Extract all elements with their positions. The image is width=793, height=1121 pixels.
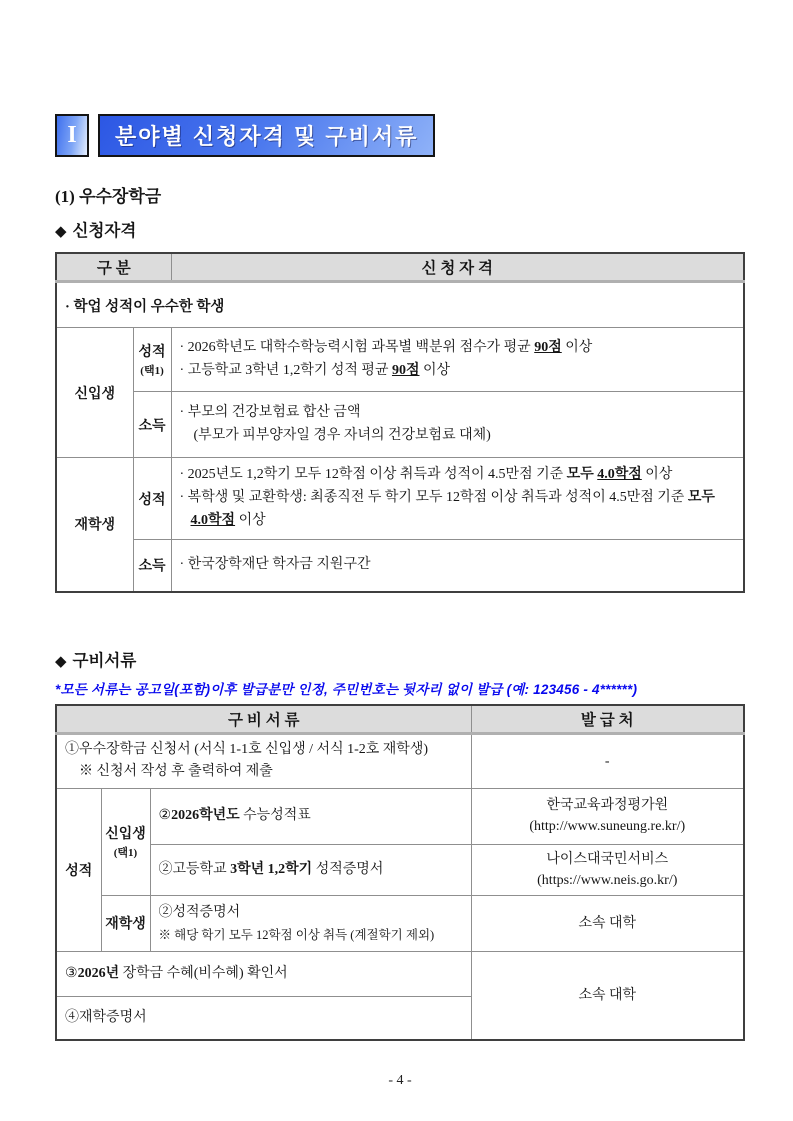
text-segment: ①우수장학금 신청서 (서식 1-1호 신입생 / 서식 1-2호 재학생) [65, 741, 429, 757]
text-segment: ② [158, 808, 172, 823]
documents-heading-label: 구비서류 [72, 650, 137, 670]
text-segment: 2026년 [77, 965, 120, 981]
category-cell-enrolled: 재학생 [56, 458, 133, 592]
issuer-cell: - [471, 733, 744, 788]
subcategory-label: 신입생 [105, 827, 146, 843]
table-row [56, 895, 744, 951]
qualification-table-header-row [56, 253, 744, 282]
text-segment: 2026학년도 [171, 808, 240, 823]
table-row [56, 328, 744, 392]
section-title-banner: 분야별 신청자격 및 구비서류 [98, 114, 435, 157]
criteria-cell [171, 458, 744, 540]
qualification-heading [55, 217, 745, 241]
diamond-icon: ◆ [55, 653, 67, 670]
text-segment: · 2025년도 1,2학기 모두 12학점 이상 취득과 성적이 4.5만점 기준 [179, 467, 567, 483]
text-segment: (부모가 피부양자일 경우 자녀의 건강보험료 대체) [193, 427, 491, 443]
table-row [56, 844, 744, 895]
criteria-line [180, 464, 735, 487]
document-line [159, 805, 463, 828]
header-cell-documents: 구 비 서 류 [56, 705, 471, 734]
subcategory-cell-grade: 성적 [133, 458, 171, 540]
text-segment: ②고등학교 [158, 861, 231, 877]
text-segment: · 고등학교 3학년 1,2학기 성적 평균 [179, 362, 392, 378]
text-segment: ※ 신청서 작성 후 출력하여 제출 [79, 764, 273, 780]
scholarship-heading: (1) 우수장학금 [55, 187, 162, 206]
subcategory-cell-income: 소득 [133, 540, 171, 592]
text-segment: 이상 [235, 512, 266, 528]
subcategory-label: 성적 [138, 345, 166, 360]
criteria-line [180, 337, 735, 360]
criteria-cell [171, 328, 744, 392]
issuer-cell: 소속 대학 [471, 951, 744, 1040]
issuer-cell [471, 788, 744, 844]
documents-table [55, 704, 745, 1042]
text-segment: ④재학증명서 [65, 1009, 147, 1025]
criteria-cell [171, 540, 744, 592]
criteria-line [180, 360, 735, 383]
subcategory-cell-grade [133, 328, 171, 392]
text-segment: ②성적증명서 [158, 904, 241, 920]
table-row [56, 733, 744, 788]
table-row [56, 540, 744, 592]
text-segment: 90점 [534, 339, 562, 355]
subcategory-cell-freshman [101, 788, 150, 895]
category-cell-grade: 성적 [56, 788, 101, 951]
text-segment: 성적증명서 [312, 861, 384, 877]
document-cell-highschool [150, 844, 471, 895]
criteria-line [180, 425, 735, 448]
table-row [56, 282, 744, 328]
text-segment: · 부모의 건강보험료 합산 금액 [179, 404, 361, 420]
subcategory-cell-enrolled: 재학생 [101, 895, 150, 951]
subcategory-cell-income: 소득 [133, 392, 171, 458]
document-line [159, 925, 463, 945]
text-segment: 이상 [561, 339, 593, 355]
issuer-cell [471, 844, 744, 895]
document-cell-application [56, 733, 471, 788]
page-number: - 4 - [388, 1073, 412, 1089]
header-cell-issuer: 발 급 처 [471, 705, 744, 734]
section-banner-row [55, 114, 745, 157]
document-line [159, 902, 463, 925]
documents-table-header-row [56, 705, 744, 734]
text-segment: 이상 [641, 467, 673, 483]
text-segment: · 한국장학재단 학자금 지원구간 [179, 556, 371, 572]
section-roman-numeral-box: I [55, 114, 89, 157]
text-segment: · 복학생 및 교환학생: 최종직전 두 학기 모두 12학점 이상 취득과 성적이 4.5만점 기준 [179, 490, 688, 506]
document-line [65, 761, 463, 784]
document-cell-enrollcert [56, 996, 471, 1040]
qualification-heading-label: 신청자격 [72, 221, 137, 240]
header-cell-category: 구 분 [56, 253, 171, 282]
document-line [159, 859, 463, 882]
document-line [65, 739, 463, 762]
documents-heading [55, 647, 745, 671]
issuer-url: (https://www.neis.go.kr/) [537, 872, 678, 888]
documents-notice: *모든 서류는 공고일(포함)이후 발급분만 인정, 주민번호는 뒷자리 없이 발급 (예: 123456 - 4******) [55, 681, 638, 697]
text-segment: 장학금 수혜(비수혜) 확인서 [119, 965, 288, 981]
text-segment: ③ [65, 965, 78, 981]
subcategory-note: (택1) [113, 847, 138, 860]
text-segment: 4.0학점 [597, 467, 642, 483]
criteria-cell [171, 392, 744, 458]
document-cell-transcript [150, 895, 471, 951]
issuer-cell: 소속 대학 [471, 895, 744, 951]
table-row [56, 392, 744, 458]
subcategory-note: (택1) [140, 365, 164, 377]
text-segment: ※ 해당 학기 모두 12학점 이상 취득 (계절학기 제외) [158, 927, 435, 942]
table-row [56, 788, 744, 844]
criteria-line [180, 554, 735, 577]
text-segment: 90점 [391, 362, 420, 378]
qualification-table [55, 252, 745, 593]
issuer-url: (http://www.suneung.re.kr/) [529, 819, 686, 835]
text-segment: 4.0학점 [190, 512, 236, 528]
category-cell-freshman: 신입생 [56, 328, 133, 458]
document-cell-csat [150, 788, 471, 844]
table-row [56, 458, 744, 540]
diamond-icon: ◆ [55, 224, 67, 240]
document-line [65, 1007, 463, 1030]
issuer-name: 나이스대국민서비스 [546, 851, 669, 867]
intro-cell: · 학업 성적이 우수한 학생 [56, 282, 744, 328]
text-segment: 모두 [687, 490, 715, 506]
text-segment: 수능성적표 [239, 808, 311, 823]
text-segment: 3학년 1,2학기 [230, 861, 313, 877]
table-row [56, 951, 744, 996]
criteria-line [180, 402, 735, 425]
document-line [65, 963, 463, 986]
document-cell-award [56, 951, 471, 996]
header-cell-qualification: 신 청 자 격 [171, 253, 744, 282]
text-segment: · 2026학년도 대학수학능력시험 과목별 백분위 점수가 평균 [179, 339, 535, 355]
text-segment: 이상 [419, 362, 451, 378]
issuer-name: 한국교육과정평가원 [546, 798, 669, 814]
text-segment: 모두 [566, 467, 598, 483]
criteria-line [180, 487, 735, 532]
